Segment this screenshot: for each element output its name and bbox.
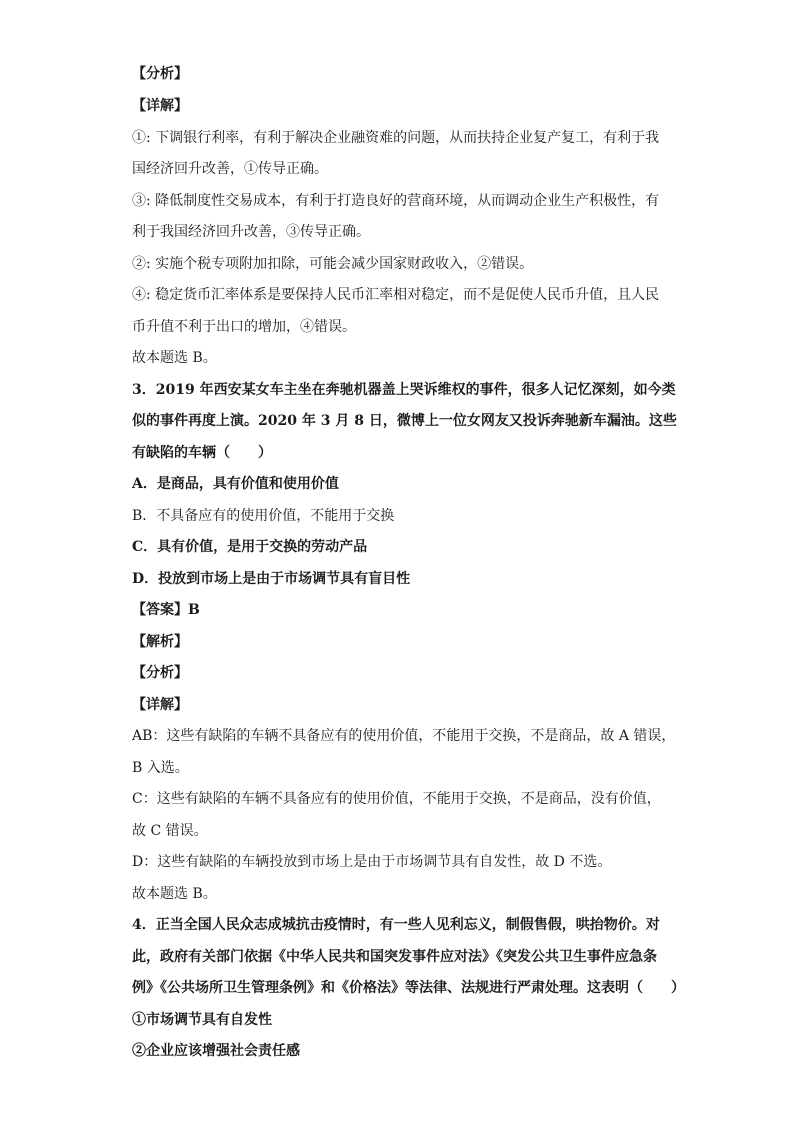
question-stem: 4．正当全国人民众志成城抗击疫情时，有一些人见利忘义，制假售假，哄抬物价。对 — [132, 917, 660, 933]
explanation-line: ①: 下调银行利率，有利于解决企业融资难的问题，从而扶持企业复产复工，有利于我 — [132, 130, 660, 146]
option-b: B．不具备应有的使用价值，不能用于交换 — [132, 508, 395, 524]
explanation-line: D：这些有缺陷的车辆投放到市场上是由于市场调节具有自发性，故 D 不选。 — [132, 854, 612, 870]
question-stem: 此，政府有关部门依据《中华人民共和国突发事件应对法》《突发公共卫生事件应急条 — [132, 949, 657, 965]
explanation-line: 故 C 错误。 — [132, 823, 208, 839]
option-a: A．是商品，具有价值和使用价值 — [132, 476, 339, 492]
explanation-line: C：这些有缺陷的车辆不具备应有的使用价值，不能用于交换，不是商品，没有价值， — [132, 791, 661, 807]
explanation-line: B 入选。 — [132, 760, 189, 776]
analysis-heading: 【分析】 — [132, 665, 188, 681]
explanation-line: ④: 稳定货币汇率体系是要保持人民币汇率相对稳定，而不是促使人民币升值，且人民 — [132, 287, 660, 303]
question-stem: 似的事件再度上演。2020 年 3 月 8 日，微博上一位女网友又投诉奔驰新车漏油。这些 — [132, 413, 677, 429]
explanation-line: 国经济回升改善，①传导正确。 — [132, 161, 328, 177]
explanation-line: 币升值不利于出口的增加，④错误。 — [132, 319, 356, 335]
conclusion-line: 故本题选 B。 — [132, 350, 217, 366]
explanation-line: ③: 降低制度性交易成本，有利于打造良好的营商环境，从而调动企业生产积极性，有 — [132, 193, 660, 209]
option-c: C．具有价值，是用于交换的劳动产品 — [132, 539, 368, 555]
option-d: D．投放到市场上是由于市场调节具有盲目性 — [132, 571, 411, 587]
detail-heading: 【详解】 — [132, 697, 188, 713]
answer-line: 【答案】B — [132, 602, 200, 618]
question-stem: 3．2019 年西安某女车主坐在奔驰机器盖上哭诉维权的事件，很多人记忆深刻，如今类 — [132, 382, 676, 398]
detail-heading: 【详解】 — [132, 98, 188, 114]
analysis-heading: 【分析】 — [132, 66, 188, 82]
explanation-line: ②: 实施个税专项附加扣除，可能会减少国家财政收入，②错误。 — [132, 256, 534, 272]
statement-item: ②企业应该增强社会责任感 — [132, 1043, 300, 1059]
question-stem: 有缺陷的车辆（ ） — [132, 445, 272, 461]
explanation-line: 利于我国经济回升改善，③传导正确。 — [132, 224, 370, 240]
question-stem: 例》《公共场所卫生管理条例》和《价格法》等法律、法规进行严肃处理。这表明（ ） — [132, 980, 685, 996]
conclusion-line: 故本题选 B。 — [132, 886, 217, 902]
explanation-line: AB：这些有缺陷的车辆不具备应有的使用价值，不能用于交换，不是商品，故 A 错误， — [132, 728, 676, 744]
statement-item: ①市场调节具有自发性 — [132, 1012, 272, 1028]
analysis-label: 【解析】 — [132, 634, 188, 650]
